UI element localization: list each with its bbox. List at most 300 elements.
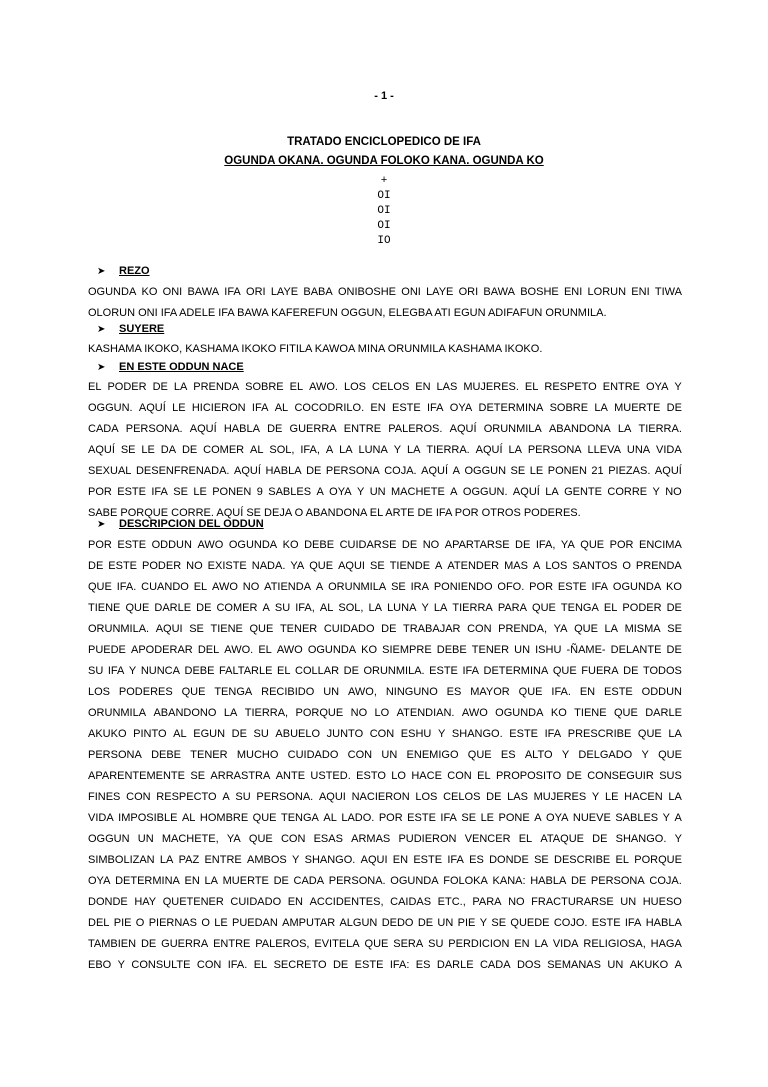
word: MISMA	[624, 623, 661, 635]
section-heading-suyere: ➤ SUYERE	[97, 323, 165, 335]
word: GUERRA	[289, 423, 337, 435]
arrow-bullet-icon: ➤	[97, 266, 106, 277]
word: DE	[196, 602, 212, 614]
word: VENCER	[464, 833, 511, 845]
word: TENGA	[281, 812, 319, 824]
word: AQUÍ	[421, 465, 449, 477]
word: KO	[666, 581, 682, 593]
word: ORUNMILA	[328, 581, 387, 593]
word: Y	[292, 854, 300, 866]
word: IRA	[410, 581, 429, 593]
word: MACHETE	[391, 486, 445, 498]
word: DE	[417, 917, 434, 929]
word: NO	[665, 486, 682, 498]
word: COCODRILO.	[294, 402, 365, 414]
word: ODDUN	[641, 686, 682, 698]
word: FRACTURARSE	[531, 896, 614, 908]
word: RECIBIDO	[261, 686, 315, 698]
word: PERSONA.	[256, 791, 314, 803]
word: PERSONA	[325, 465, 380, 477]
word: Y	[652, 486, 660, 498]
word: MACHETE,	[161, 833, 219, 845]
word: SHANGO.	[615, 833, 667, 845]
text-line	[88, 465, 682, 477]
word: SE	[173, 486, 188, 498]
text-line	[88, 539, 682, 551]
word: KO	[361, 644, 378, 656]
word: QUE	[248, 833, 273, 845]
word: SE	[370, 560, 385, 572]
word: EN	[514, 938, 530, 950]
word: ABANDONA	[548, 423, 611, 435]
word: DA	[160, 444, 177, 456]
text-line	[88, 665, 682, 677]
word: IFA:	[389, 959, 410, 971]
word: A	[262, 602, 270, 614]
word: BOSHE	[520, 286, 559, 298]
text-line	[88, 581, 682, 593]
word: ATENDIAN.	[396, 707, 455, 719]
word: AWO.	[309, 381, 338, 393]
word: LE	[604, 791, 619, 803]
oddun-sign-row: OI	[377, 220, 391, 232]
word: CON	[280, 833, 306, 845]
word: PIERNAS	[148, 917, 197, 929]
word: AQUI	[338, 560, 365, 572]
word: IFA.	[227, 959, 248, 971]
word: IFA	[440, 812, 457, 824]
word: POR	[88, 539, 112, 551]
word: UN	[607, 959, 624, 971]
word: ES	[469, 854, 484, 866]
word: A	[315, 581, 324, 593]
word: LAS	[507, 791, 528, 803]
word: LA	[406, 444, 421, 456]
word: MAS	[504, 560, 528, 572]
text-line	[88, 686, 682, 698]
word: FINES	[88, 791, 121, 803]
word: PORQUE	[634, 854, 682, 866]
word: SOL,	[269, 444, 295, 456]
word: OGUNDA	[390, 875, 439, 887]
word: LA	[204, 875, 218, 887]
word: SOBRE	[245, 381, 284, 393]
word: LA	[594, 402, 608, 414]
word: ISHU	[535, 644, 562, 656]
word: LE	[172, 402, 186, 414]
word: QUE	[658, 749, 682, 761]
word: DE	[88, 560, 104, 572]
word: ORUNMILA	[88, 707, 147, 719]
word: LOS	[343, 381, 366, 393]
word: PARA	[472, 896, 502, 908]
word: SECRETO	[273, 959, 327, 971]
word: DE	[515, 539, 531, 551]
word: OGGUN.	[462, 486, 508, 498]
word: PONIENDO	[433, 581, 493, 593]
word: A	[222, 791, 230, 803]
word: RESPETO	[544, 381, 597, 393]
oddun-sign-row: +	[380, 175, 388, 187]
word: A	[435, 560, 443, 572]
word: ALGUN	[339, 917, 378, 929]
word: EL	[615, 854, 630, 866]
document-title: TRATADO ENCICLOPEDICO DE IFA	[287, 136, 481, 148]
word: DE	[570, 875, 587, 887]
text-line	[88, 402, 682, 414]
oddun-sign-row: IO	[377, 235, 391, 247]
word: DARLE	[154, 602, 192, 614]
word: JUNTO	[326, 728, 364, 740]
word: EL	[603, 602, 618, 614]
word: PODER	[622, 602, 662, 614]
word: PIEZAS.	[608, 465, 651, 477]
word: DE	[401, 539, 418, 551]
word: ACCIDENTES,	[309, 896, 384, 908]
word: HACE	[411, 770, 442, 782]
word: EN	[287, 896, 303, 908]
text-line	[88, 444, 682, 456]
word: EN	[579, 686, 596, 698]
word: AL	[323, 812, 337, 824]
text-line	[88, 423, 682, 435]
word: OGGUN	[464, 465, 507, 477]
word: IFA	[591, 581, 609, 593]
word: Y	[356, 486, 365, 498]
text-line	[88, 707, 682, 719]
word: Y	[561, 749, 570, 761]
word: IFA.	[551, 686, 571, 698]
word: AKUKO	[88, 728, 127, 740]
word: OYA	[449, 402, 473, 414]
word: A	[316, 486, 324, 498]
word: FUERA	[581, 665, 619, 677]
text-line	[88, 770, 682, 782]
word: TENGA	[560, 602, 599, 614]
word: AQUÍ	[88, 444, 115, 456]
word: UN	[369, 486, 386, 498]
text-line	[88, 938, 682, 950]
word: LORUN	[587, 286, 627, 298]
word: TIWA	[654, 286, 682, 298]
word: COMER	[216, 602, 258, 614]
word: CELOS	[443, 791, 481, 803]
word: ODDUN	[151, 539, 192, 551]
word: EL	[88, 381, 102, 393]
word: CUANDO	[141, 581, 189, 593]
word: AWO	[276, 644, 303, 656]
word: HAY	[134, 896, 157, 908]
word: OGGUN.	[88, 402, 133, 414]
word: MUCHO	[236, 749, 279, 761]
word: 9	[256, 486, 263, 498]
word: LA	[223, 707, 238, 719]
word: TENER	[279, 623, 318, 635]
word: QUE	[364, 938, 389, 950]
word: YA	[560, 539, 575, 551]
word: AWO.	[224, 644, 254, 656]
word: PODERES	[118, 686, 173, 698]
word: ORUNMILA.	[363, 665, 425, 677]
word: Y	[479, 917, 488, 929]
word: LAYE	[270, 286, 299, 298]
word: ALTO	[524, 749, 553, 761]
text-line	[88, 896, 682, 908]
word: OYA	[88, 875, 111, 887]
word: AQUÍ	[512, 486, 540, 498]
word: TIENE	[88, 602, 121, 614]
word: DETERMINA	[483, 665, 549, 677]
word: QUE	[467, 749, 492, 761]
word: QUE	[580, 539, 605, 551]
word: LUNA	[358, 444, 388, 456]
word: DARLE	[645, 707, 682, 719]
word: QUE	[613, 707, 638, 719]
word: LUNA	[387, 602, 417, 614]
word: USTED.	[310, 770, 351, 782]
word: PUEDAN	[232, 917, 278, 929]
word: DE	[486, 791, 502, 803]
word: PRENDA	[635, 560, 682, 572]
word: QUE	[252, 812, 277, 824]
word: ESTE	[108, 560, 138, 572]
text-line: OLORUN ONI IFA ADELE IFA BAWA KAFEREFUN OGGUN, ELEGBA ATI EGUN ADIFAFUN ORUNMILA.	[88, 307, 607, 319]
word: ANTE	[275, 770, 306, 782]
word: ESHU	[400, 728, 432, 740]
word: ESTE	[604, 686, 633, 698]
word: SE	[491, 917, 507, 929]
word: DELGADO	[578, 749, 633, 761]
word: LA	[617, 423, 632, 435]
text-line: KASHAMA IKOKO, KASHAMA IKOKO FITILA KAWOA MINA ORUNMILA KASHAMA IKOKO.	[88, 343, 543, 355]
word: LADO.	[341, 812, 375, 824]
word: QUE	[532, 602, 556, 614]
word: SIEMPRE	[382, 644, 432, 656]
word: SU	[235, 791, 251, 803]
word: SANTOS	[572, 560, 618, 572]
word: OYA	[546, 812, 569, 824]
word: NUEVE	[572, 812, 611, 824]
word: AKUKO	[629, 959, 669, 971]
word: IFA	[251, 402, 269, 414]
word: AQUÍ	[449, 423, 477, 435]
word: EN	[415, 381, 431, 393]
word: ARMAS	[351, 833, 391, 845]
word: CON	[467, 623, 492, 635]
word: ESTE	[509, 728, 538, 740]
word: Y	[641, 749, 649, 761]
word: TIENE	[574, 707, 607, 719]
word: AWO	[197, 539, 224, 551]
word: ABUELO	[275, 728, 321, 740]
word: DE	[231, 728, 247, 740]
word: EN	[370, 402, 386, 414]
word: ESTE	[354, 959, 384, 971]
word: ENI	[631, 286, 650, 298]
word: LA	[339, 444, 353, 456]
word: LA	[668, 791, 682, 803]
word: SABLES	[268, 486, 312, 498]
word: IFA	[447, 854, 464, 866]
word: ENTRE	[343, 423, 382, 435]
word: LE	[214, 917, 228, 929]
word: CONSEGUIR	[587, 770, 654, 782]
word: SE	[510, 465, 526, 477]
word: SOBRE	[549, 402, 589, 414]
word: ES	[415, 959, 431, 971]
text-line	[88, 728, 682, 740]
word: IFA	[107, 665, 125, 677]
word: IFA	[624, 917, 642, 929]
word: TIERRA.	[638, 423, 682, 435]
word: SE	[534, 854, 549, 866]
oddun-sign-row: OI	[377, 190, 391, 202]
word: DEL	[197, 644, 220, 656]
word: ESTE	[117, 486, 146, 498]
word: AQUI	[360, 854, 388, 866]
word: MUERTE	[222, 875, 269, 887]
word: SU	[428, 938, 444, 950]
word: DEDO	[381, 917, 414, 929]
word: AL	[181, 812, 196, 824]
word: Y	[437, 728, 446, 740]
word: CADA	[479, 959, 511, 971]
word: PONEN	[212, 486, 252, 498]
word: Y	[421, 602, 429, 614]
word: OYA	[329, 486, 352, 498]
word: ONI	[162, 286, 183, 298]
word: ARRASTRA	[210, 770, 271, 782]
section-heading-nace: ➤ EN ESTE ODDUN NACE	[97, 361, 244, 373]
word: OGUNDA	[612, 581, 662, 593]
word: VIDA	[656, 444, 682, 456]
word: PUEDE	[88, 644, 126, 656]
word: POR	[529, 581, 554, 593]
word: AQUÍ	[654, 465, 682, 477]
word: LO	[374, 707, 390, 719]
word: ESTE	[413, 854, 443, 866]
word: DE	[181, 444, 198, 456]
word: HACEN	[624, 791, 663, 803]
word: EL	[518, 833, 533, 845]
word: OYA	[646, 381, 669, 393]
word: NO	[350, 707, 368, 719]
word: ABANDONO	[153, 707, 217, 719]
word: UN	[323, 686, 340, 698]
word: LE	[529, 465, 544, 477]
word: IFA,	[300, 444, 320, 456]
word: NACIERON	[351, 791, 410, 803]
word: TRABAJAR	[403, 623, 461, 635]
word: Y	[117, 959, 125, 971]
word: ORUNMILA.	[88, 623, 150, 635]
word: MUJERES.	[463, 381, 519, 393]
word: LA	[433, 602, 448, 614]
word: ETC.,	[437, 896, 466, 908]
word: AL	[250, 444, 264, 456]
text-line	[88, 623, 682, 635]
oddun-names: OGUNDA OKANA. OGUNDA FOLOKO KANA. OGUNDA KO	[224, 155, 544, 167]
word: COJA.	[384, 465, 417, 477]
word: KANA:	[492, 875, 526, 887]
word: LAS	[436, 381, 458, 393]
word: SERA	[393, 938, 424, 950]
word: AL	[319, 602, 334, 614]
word: EL	[289, 381, 304, 393]
word: LA	[173, 381, 188, 393]
word: LOS	[545, 560, 568, 572]
word: AQUÍ	[234, 465, 261, 477]
word: SE	[189, 623, 204, 635]
word: UN	[620, 896, 637, 908]
word: LA	[534, 938, 548, 950]
word: LLEVA	[587, 444, 621, 456]
word: ESTO	[356, 770, 386, 782]
word: Y	[662, 812, 670, 824]
word: A	[452, 465, 460, 477]
word: HOMBRE	[199, 812, 249, 824]
word: APARTARSE	[444, 539, 510, 551]
word: CUIDADO	[230, 896, 282, 908]
text-line	[88, 917, 682, 929]
word: GENTE	[564, 486, 602, 498]
word: DE	[140, 938, 157, 950]
word: EL	[253, 959, 268, 971]
word: HABLA	[530, 875, 567, 887]
word: KO	[141, 286, 158, 298]
word: APARENTEMENTE	[88, 770, 185, 782]
word: IFA	[224, 286, 241, 298]
word: PAZ	[178, 854, 200, 866]
word: BAWA	[187, 286, 220, 298]
word: LE	[193, 486, 207, 498]
text-line	[88, 486, 682, 498]
word: SHANGO.	[304, 854, 356, 866]
text-line	[88, 644, 682, 656]
word: TAMBIEN	[88, 938, 137, 950]
word: PARA	[497, 602, 527, 614]
word: LO	[391, 770, 406, 782]
word: VIDA	[552, 938, 579, 950]
word: TIENDE	[389, 560, 431, 572]
word: A	[532, 560, 541, 572]
word: ESTE	[391, 402, 421, 414]
word: HABLA	[223, 423, 260, 435]
word: UN	[381, 749, 398, 761]
word: ONI	[401, 286, 421, 298]
word: PODER	[107, 381, 147, 393]
word: AMPUTAR	[282, 917, 336, 929]
word: EL	[277, 665, 291, 677]
word: PUDIERON	[398, 833, 457, 845]
section-heading-descripcion: ➤ DESCRIPCION DEL ODDUN	[97, 518, 264, 530]
text-line	[88, 602, 682, 614]
text-line	[88, 959, 682, 971]
word: QUE	[249, 623, 274, 635]
word: EVITELA	[314, 938, 360, 950]
word: UN	[137, 833, 154, 845]
word: PALEROS.	[388, 423, 443, 435]
word: DE	[306, 465, 322, 477]
word: IFA,	[535, 539, 556, 551]
word: A	[674, 812, 682, 824]
word: ENTRE	[204, 854, 242, 866]
word: O	[135, 917, 145, 929]
text-line	[88, 381, 682, 393]
word: CUIDADO	[323, 623, 375, 635]
word: ES	[446, 686, 462, 698]
word: OGUNDA	[228, 539, 278, 551]
